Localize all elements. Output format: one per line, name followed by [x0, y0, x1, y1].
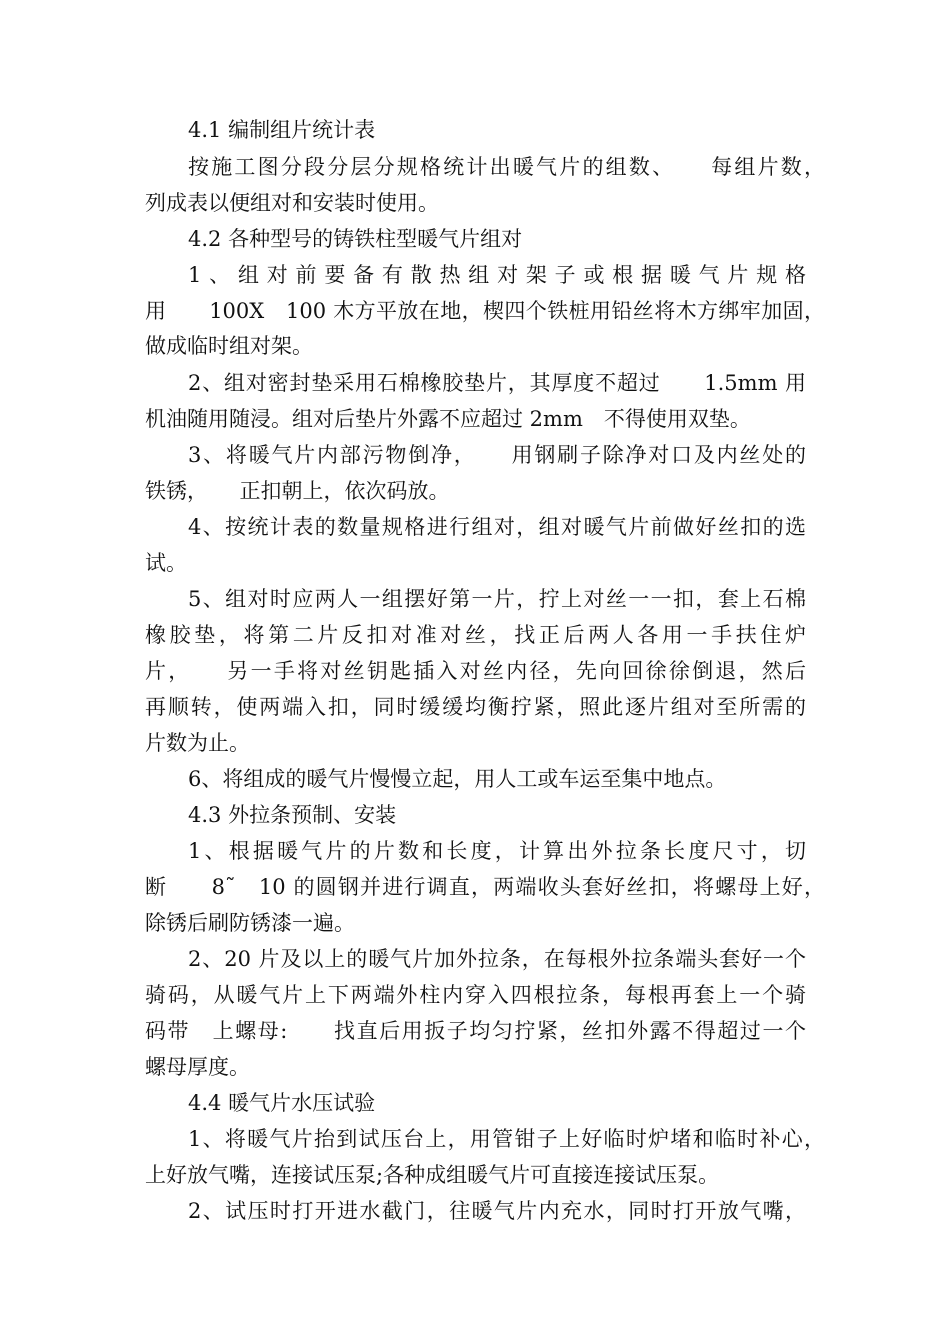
- paragraph-line: 6、将组成的暖气片慢慢立起，用人工或车运至集中地点。: [188, 767, 727, 791]
- paragraph-line: 试。: [145, 551, 187, 575]
- paragraph-line: 用 100X 100 木方平放在地，楔四个铁桩用铅丝将木方绑牢加固，: [145, 299, 825, 323]
- paragraph-line: 列成表以便组对和安装时使用。: [145, 191, 439, 215]
- paragraph-line: 2、试压时打开进水截门，往暖气片内充水，同时打开放气嘴，: [188, 1199, 806, 1223]
- paragraph-line: 1、根据暖气片的片数和长度，计算出外拉条长度尺寸，切: [188, 839, 806, 863]
- paragraph-line: 铁锈， 正扣朝上，依次码放。: [145, 479, 450, 503]
- paragraph-line: 1、将暖气片抬到试压台上，用管钳子上好临时炉堵和临时补心，: [188, 1127, 825, 1151]
- paragraph-line: 骑码，从暖气片上下两端外柱内穿入四根拉条，每根再套上一个骑: [145, 983, 806, 1007]
- paragraph-line: 片数为止。: [145, 731, 250, 755]
- paragraph-line: 橡胶垫，将第二片反扣对准对丝，找正后两人各用一手扶住炉: [145, 623, 806, 647]
- paragraph-line: 2、20 片及以上的暖气片加外拉条，在每根外拉条端头套好一个: [188, 947, 806, 971]
- paragraph-line: 螺母厚度。: [145, 1055, 250, 1079]
- paragraph-line: 上好放气嘴，连接试压泵;各种成组暖气片可直接连接试压泵。: [145, 1163, 720, 1187]
- paragraph-line: 机油随用随浸。组对后垫片外露不应超过 2mm 不得使用双垫。: [145, 407, 751, 431]
- section-heading-4-2: 4.2 各种型号的铸铁柱型暖气片组对: [188, 227, 523, 251]
- paragraph-line: 按施工图分段分层分规格统计出暖气片的组数、 每组片数，: [188, 155, 825, 179]
- section-heading-4-1: 4.1 编制组片统计表: [188, 118, 376, 142]
- paragraph-line: 1、组对前要备有散热组对架子或根据暖气片规格: [188, 263, 806, 287]
- paragraph-line: 2、组对密封垫采用石棉橡胶垫片，其厚度不超过 1.5mm 用: [188, 371, 806, 395]
- paragraph-line: 4、按统计表的数量规格进行组对，组对暖气片前做好丝扣的选: [188, 515, 806, 539]
- paragraph-line: 断 8˜ 10 的圆钢并进行调直，两端收头套好丝扣，将螺母上好，: [145, 875, 825, 899]
- section-heading-4-3: 4.3 外拉条预制、安装: [188, 803, 397, 827]
- paragraph-line: 5、组对时应两人一组摆好第一片，拧上对丝一一扣，套上石棉: [188, 587, 806, 611]
- paragraph-line: 片， 另一手将对丝钥匙插入对丝内径，先向回徐徐倒退，然后: [145, 659, 806, 683]
- paragraph-line: 3、将暖气片内部污物倒净， 用钢刷子除净对口及内丝处的: [188, 443, 806, 467]
- paragraph-line: 再顺转，使两端入扣，同时缓缓均衡拧紧，照此逐片组对至所需的: [145, 695, 806, 719]
- section-heading-4-4: 4.4 暖气片水压试验: [188, 1091, 376, 1115]
- paragraph-line: 做成临时组对架。: [145, 334, 313, 358]
- paragraph-line: 码带 上螺母: 找直后用扳子均匀拧紧，丝扣外露不得超过一个: [145, 1019, 806, 1043]
- paragraph-line: 除锈后刷防锈漆一遍。: [145, 911, 355, 935]
